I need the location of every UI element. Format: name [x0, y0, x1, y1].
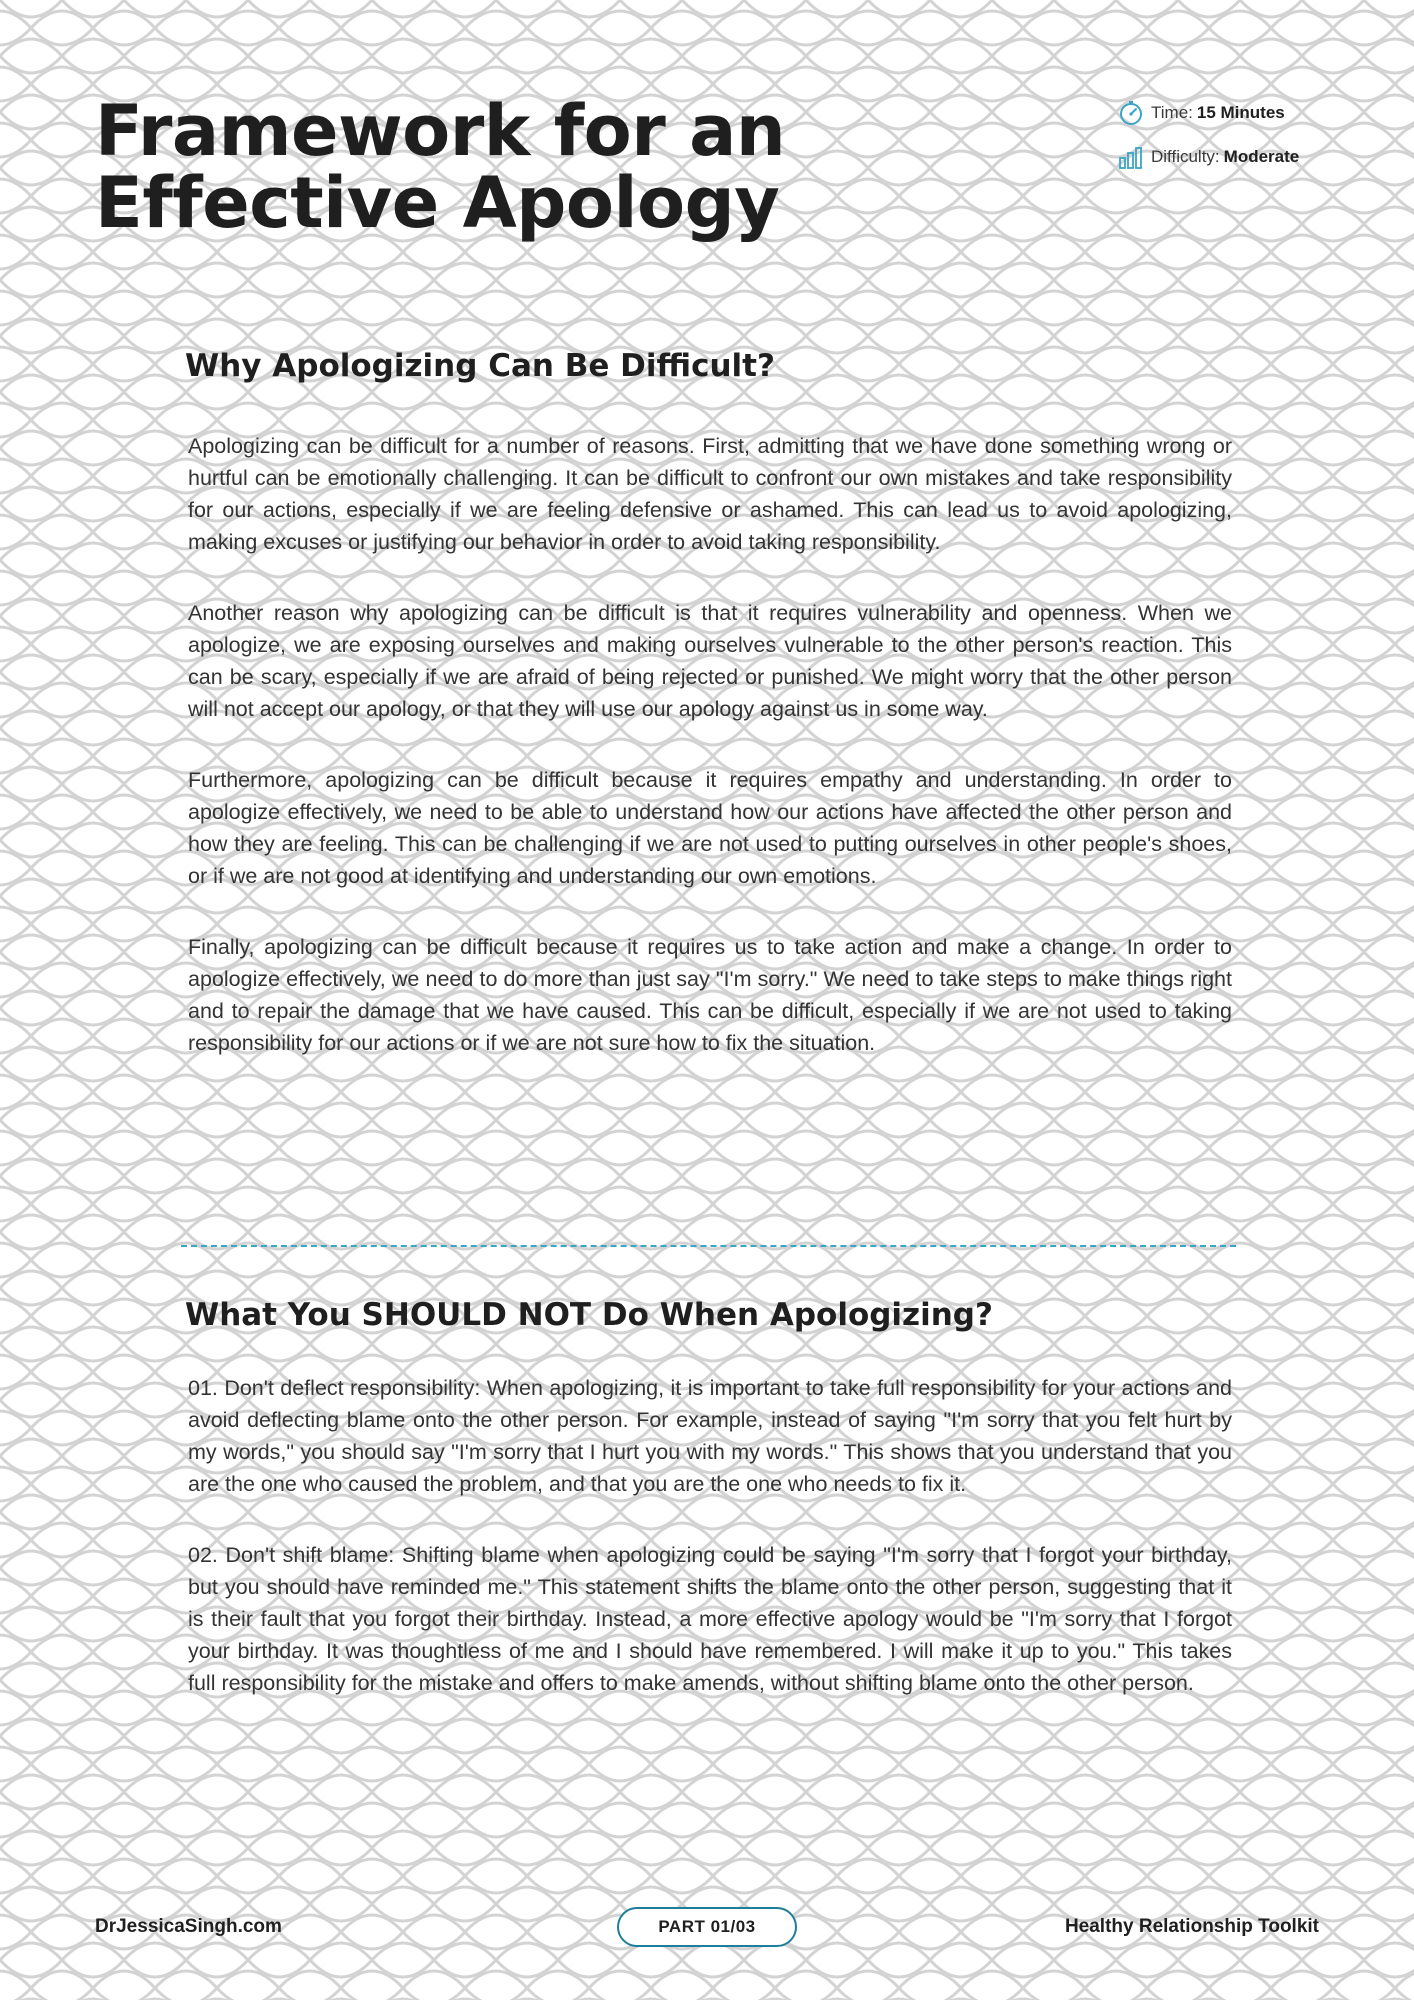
activity-meta — [1118, 100, 1408, 188]
section-why-difficult-title: Why Apologizing Can Be Difficult? — [185, 348, 775, 384]
paragraph: Another reason why apologizing can be difficult is that it requires vulnerability and openness. When we apologize, we are exposing ourselves and making ourselves vulnerable to the other person's reaction. This can be scary, especially if we are afraid of being rejected or punished. We might worry that the other person will not accept our apology, or that they will use our apology against us in some way. — [188, 601, 1232, 721]
difficulty-value: Moderate — [1223, 147, 1300, 166]
list-item: 01. Don't deflect responsibility: When apologizing, it is important to take full responsibility for your actions and avoid deflecting blame onto the other person. For example, instead of saying "I'm sorry that you felt hurt by my words," you should say "I'm sorry that I hurt you with my words." This shows that you understand that you are the one who caused the problem, and that you are the one who needs to fix it. — [188, 1376, 1232, 1496]
time-value: 15 Minutes — [1196, 103, 1285, 122]
section-should-not-body — [188, 1372, 1232, 1738]
section-should-not-title: What You SHOULD NOT Do When Apologizing? — [185, 1297, 993, 1333]
part-badge: PART 01/03 — [617, 1907, 797, 1947]
stopwatch-icon — [1118, 100, 1144, 126]
page-title-line-1: Framework for an — [95, 90, 786, 172]
section-why-difficult-body — [188, 430, 1232, 1098]
difficulty-row — [1118, 144, 1408, 170]
footer-toolkit-name: Healthy Relationship Toolkit — [1064, 1916, 1319, 1937]
paragraph: Furthermore, apologizing can be difficult because it requires empathy and understanding. In order to apologize effectively, we need to be able to understand how our actions have affected the other person and how they are feeling. This can be challenging if we are not used to putting ourselves in other people's shoes, or if we are not good at identifying and understanding our own emotions. — [188, 768, 1232, 888]
page-title — [95, 90, 855, 244]
paragraph: Finally, apologizing can be difficult because it requires us to take action and make a change. In order to apologize effectively, we need to do more than just say "I'm sorry." We need to take steps to make things right and to repair the damage that we have caused. This can be difficult, especially if we are not used to taking responsibility for our actions or if we are not sure how to fix the situation. — [188, 935, 1232, 1055]
page-title-line-2: Effective Apology — [95, 162, 780, 244]
footer-website: DrJessicaSingh.com — [95, 1916, 282, 1937]
list-item: 02. Don't shift blame: Shifting blame when apologizing could be saying "I'm sorry that I forgot your birthday, but you should have reminded me." This statement shifts the blame onto the other person, suggesting that it is their fault that you forgot their birthday. Instead, a more effective apology would be "I'm sorry that I forgot your birthday. It was thoughtless of me and I should have remembered. I will make it up to you." This takes full responsibility for the mistake and offers to make amends, without shifting blame onto the other person. — [188, 1543, 1232, 1695]
section-divider — [181, 1245, 1236, 1247]
bar-chart-icon — [1118, 144, 1144, 170]
paragraph: Apologizing can be difficult for a number of reasons. First, admitting that we have done something wrong or hurtful can be emotionally challenging. It can be difficult to confront our own mistakes and take responsibility for our actions, especially if we are feeling defensive or ashamed. This can lead us to avoid apologizing, making excuses or justifying our behavior in order to avoid taking responsibility. — [188, 434, 1232, 554]
difficulty-label: Difficulty: — [1151, 147, 1220, 166]
time-label: Time: — [1151, 103, 1193, 122]
time-row — [1118, 100, 1408, 126]
